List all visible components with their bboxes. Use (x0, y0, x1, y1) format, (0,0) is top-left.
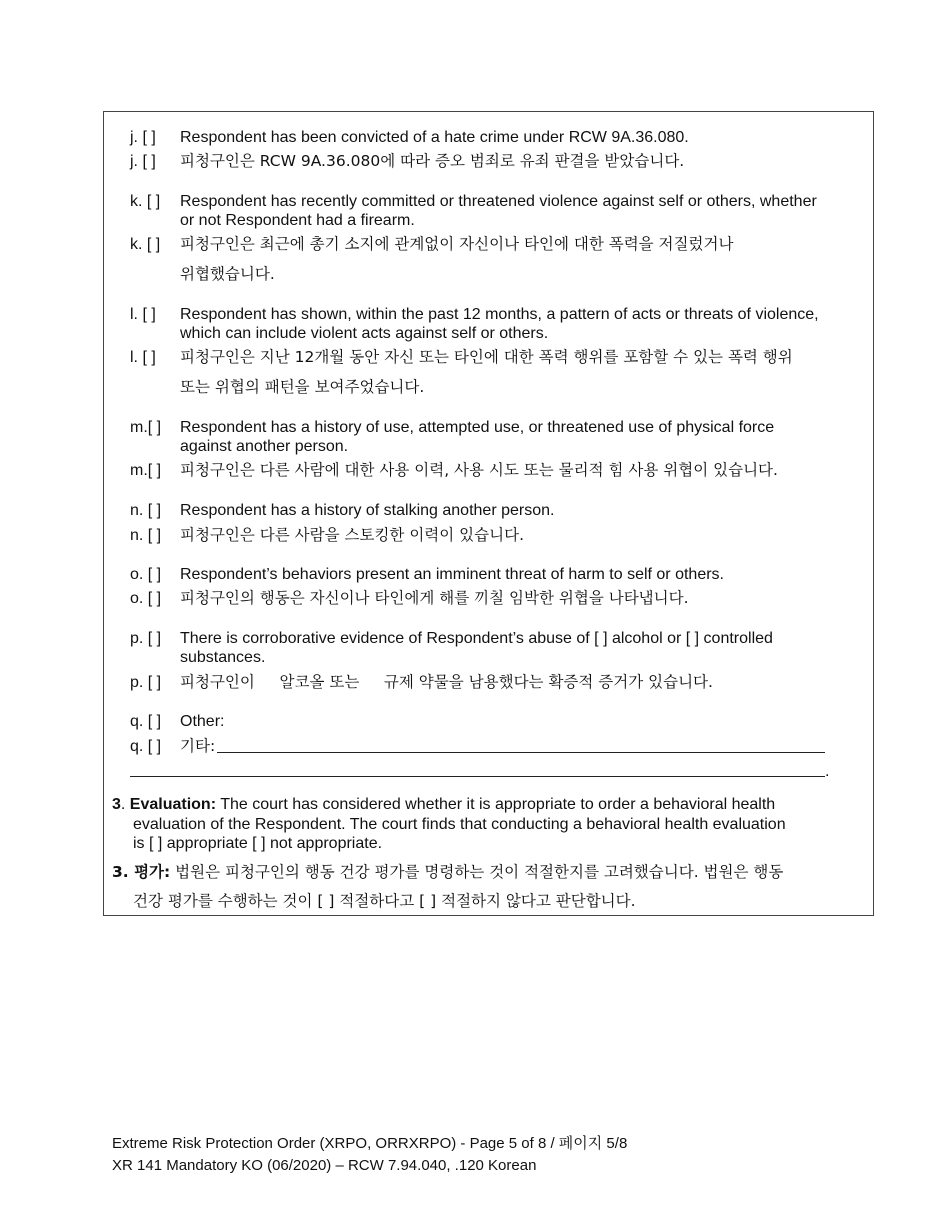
evaluation-ko-text-1: 법원은 피청구인의 행동 건강 평가를 명령하는 것이 적절한지를 고려했습니다. 법원은 행동 (170, 863, 784, 881)
item-k-text-ko-1: 피청구인은 최근에 총기 소지에 관계없이 자신이나 타인에 대한 폭력을 저질렀거나 (180, 235, 734, 253)
item-o-text-ko: 피청구인의 행동은 자신이나 타인에게 해를 끼칠 임박한 위협을 나타냅니다. (180, 589, 689, 607)
footer-line-2: XR 141 Mandatory KO (06/2020) – RCW 7.94.040, .120 Korean (112, 1157, 537, 1174)
item-j-text-en: Respondent has been convicted of a hate crime under RCW 9A.36.080. (180, 129, 689, 146)
item-p-text-en-1: There is corroborative evidence of Respondent’s abuse of [ ] alcohol or [ ] controlled (180, 630, 773, 647)
item-q-text-ko: 기타: (180, 737, 216, 755)
evaluation-en-title: Evaluation: (129, 796, 217, 813)
item-n-text-ko: 피청구인은 다른 사람을 스토킹한 이력이 있습니다. (180, 526, 524, 544)
item-l-text-en-2: which can include violent acts against self or others. (180, 325, 549, 342)
evaluation-en-line-2: evaluation of the Respondent. The court finds that conducting a behavioral health evaluation (133, 816, 786, 833)
item-o-label-en: o. [ ] (130, 566, 162, 583)
item-l-text-ko-2: 또는 위협의 패턴을 보여주었습니다. (180, 378, 425, 396)
item-m-label-en: m.[ ] (130, 419, 162, 436)
evaluation-ko-title: 3. 평가: (112, 863, 171, 881)
evaluation-en-line-3: is [ ] appropriate [ ] not appropriate. (133, 835, 383, 852)
evaluation-ko-line-2: 건강 평가를 수행하는 것이 [ ] 적절하다고 [ ] 적절하지 않다고 판단합니다. (133, 892, 636, 910)
item-q-text-en: Other: (180, 713, 225, 730)
item-k-label-en: k. [ ] (130, 193, 161, 210)
period-mark: . (825, 763, 830, 780)
item-l-label-ko: l. [ ] (130, 349, 156, 366)
other-input-line-1[interactable] (217, 752, 825, 753)
item-q-label-ko: q. [ ] (130, 738, 162, 755)
item-l-text-en-1: Respondent has shown, within the past 12 months, a pattern of acts or threats of violence, (180, 306, 819, 323)
item-o-text-en: Respondent’s behaviors present an imminent threat of harm to self or others. (180, 566, 724, 583)
item-k-label-ko: k. [ ] (130, 236, 161, 253)
item-o-label-ko: o. [ ] (130, 590, 162, 607)
item-n-label-en: n. [ ] (130, 502, 162, 519)
evaluation-en-line-1: 3. Evaluation: The court has considered whether it is appropriate to order a behavioral health (112, 796, 776, 813)
item-p-text-ko: 피청구인이 알코올 또는 규제 약물을 남용했다는 확증적 증거가 있습니다. (180, 673, 713, 691)
item-p-label-en: p. [ ] (130, 630, 162, 647)
item-j-label-en: j. [ ] (130, 129, 156, 146)
item-m-text-ko: 피청구인은 다른 사람에 대한 사용 이력, 사용 시도 또는 물리적 힘 사용 위협이 있습니다. (180, 461, 778, 479)
item-l-text-ko-1: 피청구인은 지난 12개월 동안 자신 또는 타인에 대한 폭력 행위를 포함할 수 있는 폭력 행위 (180, 348, 793, 366)
other-input-line-2[interactable] (130, 776, 825, 777)
item-j-label-ko: j. [ ] (130, 153, 156, 170)
item-k-text-en-1: Respondent has recently committed or threatened violence against self or others, whether (180, 193, 817, 210)
item-k-text-ko-2: 위협했습니다. (180, 265, 275, 283)
item-l-label-en: l. [ ] (130, 306, 156, 323)
footer-line-1: Extreme Risk Protection Order (XRPO, ORRXRPO) - Page 5 of 8 / 페이지 5/8 (112, 1135, 628, 1152)
item-m-label-ko: m.[ ] (130, 462, 162, 479)
item-p-text-en-2: substances. (180, 649, 266, 666)
item-k-text-en-2: or not Respondent had a firearm. (180, 212, 415, 229)
item-q-label-en: q. [ ] (130, 713, 162, 730)
evaluation-ko-line-1 (112, 863, 783, 882)
evaluation-en-number: 3 (112, 796, 121, 813)
item-p-label-ko: p. [ ] (130, 674, 162, 691)
item-n-label-ko: n. [ ] (130, 527, 162, 544)
item-j-text-ko: 피청구인은 RCW 9A.36.080에 따라 증오 범죄로 유죄 판결을 받았습니다. (180, 152, 685, 170)
item-n-text-en: Respondent has a history of stalking another person. (180, 502, 555, 519)
item-m-text-en-1: Respondent has a history of use, attempted use, or threatened use of physical force (180, 419, 775, 436)
evaluation-en-text-1: The court has considered whether it is appropriate to order a behavioral health (216, 796, 776, 813)
item-m-text-en-2: against another person. (180, 438, 349, 455)
